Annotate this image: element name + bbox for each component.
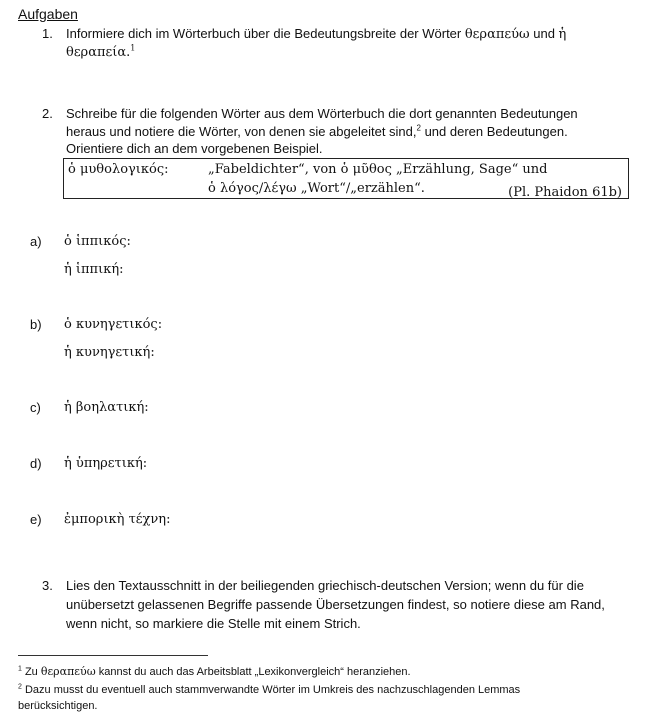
task-1-greek-article: ἡ bbox=[558, 27, 567, 42]
footnote-1-marker: 1 bbox=[18, 665, 22, 673]
task-2-line-2a: heraus und notiere die Wörter, von denen sie abgeleitet sind, bbox=[66, 124, 417, 139]
task-2-line-2b: und deren Bedeutungen. bbox=[420, 124, 568, 139]
footnote-ref-2: 2 bbox=[416, 123, 421, 133]
task-3-line-1: Lies den Textausschnitt in der beiliegenden griechisch-deutschen Version; wenn du für die bbox=[66, 578, 584, 593]
task-3-line-2: unübersetzt gelassenen Begriffe passende Übersetzungen findest, so notiere diese am Rand, bbox=[66, 597, 605, 612]
page-heading: Aufgaben bbox=[18, 6, 78, 22]
example-term: ὁ μυθολογικός: bbox=[68, 162, 169, 177]
footnote-1-text-b: kannst du auch das Arbeitsblatt „Lexikonvergleich“ heranziehen. bbox=[95, 666, 411, 678]
task-3-line-3: wenn nicht, so markiere die Stelle mit einem Strich. bbox=[66, 616, 361, 631]
task-1-text: Informiere dich im Wörterbuch über die Bedeutungsbreite der Wörter bbox=[66, 26, 465, 41]
footnote-1 bbox=[18, 665, 411, 678]
footnote-2-marker: 2 bbox=[18, 683, 22, 691]
task-1-greek-noun: θεραπεία. bbox=[66, 45, 131, 60]
item-b-label: b) bbox=[30, 317, 42, 332]
item-c-word-1: ἡ βοηλατική: bbox=[64, 400, 149, 415]
footnote-2-line-1 bbox=[18, 684, 520, 696]
task-3-number: 3. bbox=[42, 578, 53, 593]
item-a-word-2: ἡ ἱππική: bbox=[64, 262, 124, 277]
item-a-label: a) bbox=[30, 234, 42, 249]
task-1-greek-verb: θεραπεύω bbox=[464, 27, 530, 42]
footnote-ref-1: 1 bbox=[130, 43, 136, 53]
item-e-word-1: ἐμπορικὴ τέχνη: bbox=[64, 512, 171, 527]
task-2-line-3: Orientiere dich an dem vorgebenen Beispiel. bbox=[66, 141, 323, 156]
item-c-label: c) bbox=[30, 400, 41, 415]
task-2-number: 2. bbox=[42, 106, 53, 121]
example-meaning-line-1: „Fabeldichter“, von ὁ μῦθος „Erzählung, Sage“ und bbox=[208, 162, 548, 177]
item-d-word-1: ἡ ὑπηρετική: bbox=[64, 456, 148, 471]
task-1-and: und bbox=[529, 26, 559, 41]
task-1-line-2 bbox=[66, 45, 135, 60]
item-b-word-2: ἡ κυνηγετική: bbox=[64, 345, 155, 360]
item-b-word-1: ὁ κυνηγετικός: bbox=[64, 317, 163, 332]
example-reference: (Pl. Phaidon 61b) bbox=[508, 185, 622, 200]
footnote-1-greek: θεραπεύω bbox=[40, 665, 96, 678]
item-e-label: e) bbox=[30, 512, 42, 527]
footnote-2-text: Dazu musst du eventuell auch stammverwandte Wörter im Umkreis des nachzuschlagenden Lemmas bbox=[21, 684, 521, 696]
task-2-line-2 bbox=[66, 124, 568, 139]
task-1-number: 1. bbox=[42, 26, 53, 41]
footnote-divider bbox=[18, 655, 208, 656]
task-2-line-1: Schreibe für die folgenden Wörter aus dem Wörterbuch die dort genannten Bedeutungen bbox=[66, 106, 578, 121]
footnote-2-line-2: berücksichtigen. bbox=[18, 700, 98, 712]
example-box bbox=[63, 158, 629, 199]
item-d-label: d) bbox=[30, 456, 42, 471]
task-1-line-1 bbox=[66, 26, 566, 42]
example-meaning-line-2: ὁ λόγος/λέγω „Wort“/„erzählen“. bbox=[208, 181, 425, 196]
item-a-word-1: ὁ ἱππικός: bbox=[64, 234, 131, 249]
footnote-1-text-a: Zu bbox=[21, 666, 41, 678]
